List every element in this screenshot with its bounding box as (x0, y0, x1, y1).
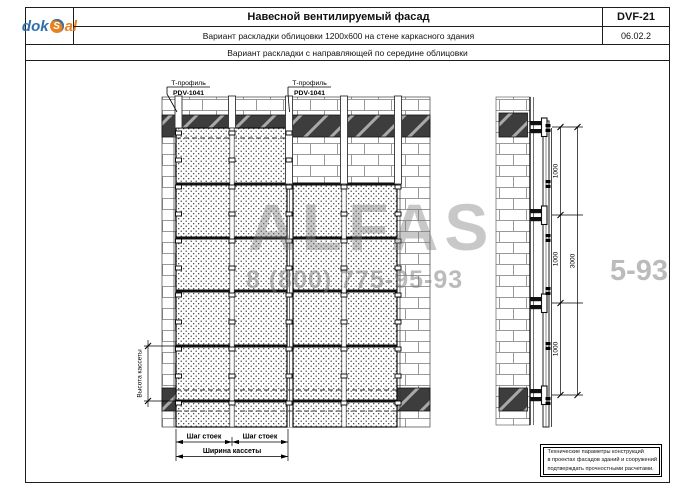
doksal-logo (22, 18, 77, 35)
dim-cassette-width: Ширина кассеты (202, 448, 262, 455)
sheet-code: DVF-21 (602, 8, 669, 27)
profile-label-1-type: Т-профиль (171, 80, 206, 87)
section-wall (496, 97, 530, 425)
logo-cell (21, 8, 78, 45)
note-box (540, 444, 662, 477)
title-block (21, 7, 670, 61)
section-slab-top (499, 113, 528, 137)
sheet-number: 06.02.2 (602, 27, 669, 45)
logo-s-icon: S (50, 19, 64, 33)
logo-text-dok: dok (21, 17, 49, 35)
dim-cassette-height-label: Высота кассеты (136, 349, 144, 398)
profile-label-2-type: Т-профиль (292, 80, 327, 87)
variant-note: Вариант раскладки с направляющей по середине облицовки (227, 47, 468, 58)
note-box-inner (543, 447, 660, 475)
note-line-1: Технические параметры конструкций (547, 448, 644, 455)
profile-label-1-model: PDV-1041 (173, 90, 204, 97)
watermark-brand: ALFAS (248, 190, 495, 264)
logo-text-al: al (64, 17, 78, 35)
watermark-phone-fragment: 5-93 (610, 255, 669, 287)
section-view (496, 97, 583, 427)
dim-bottom (176, 429, 288, 461)
profile-label-2-model: PDV-1041 (294, 90, 325, 97)
sheet-subtitle: Вариант раскладки облицовки 1200х600 на стене каркасного здания (74, 27, 603, 45)
watermark-phone: 8 (800) 775-95-93 (246, 266, 464, 294)
dim-3000-total: 3000 (569, 253, 577, 269)
dim-section (552, 124, 583, 398)
section-slab-bottom (499, 388, 528, 411)
floor-slab-bottom-right (397, 388, 430, 411)
note-line-2: в проектах фасадов зданий и сооружений (547, 457, 657, 464)
dim-1000-b: 1000 (552, 251, 560, 267)
sheet-title: Навесной вентилируемый фасад (74, 8, 603, 27)
dim-stud-spacing-left: Шаг стоек (186, 433, 222, 441)
dim-1000-c: 1000 (552, 341, 560, 357)
mid-rail-left (230, 128, 234, 427)
dim-1000-a: 1000 (552, 163, 560, 179)
dim-stud-spacing-right: Шаг стоек (242, 433, 278, 441)
note-line-3: подтверждать прочностными расчетами. (547, 465, 654, 472)
